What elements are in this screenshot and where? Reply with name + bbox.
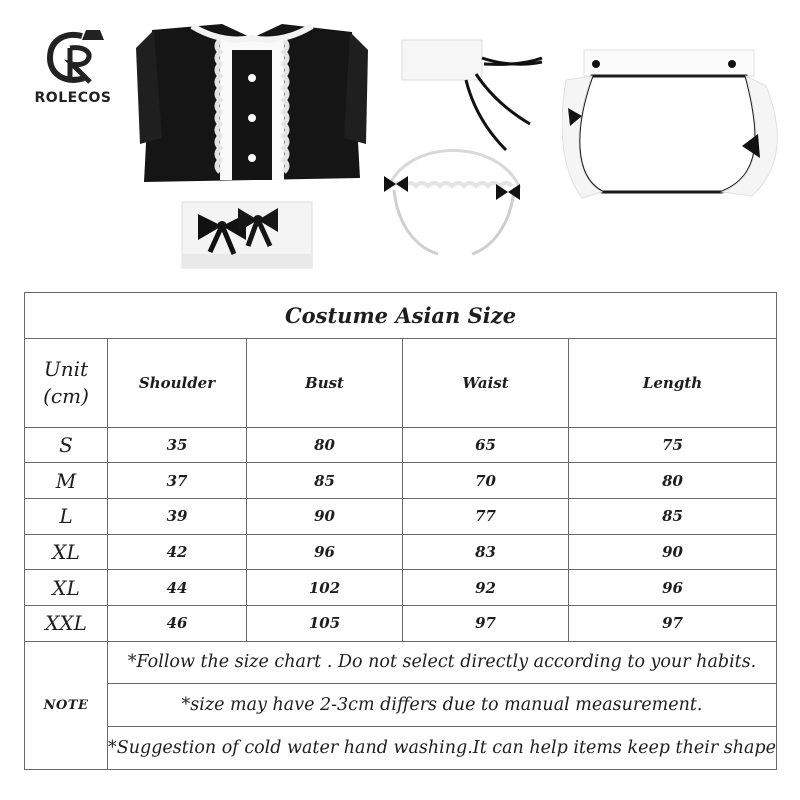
shoulder-value: 42 <box>108 534 247 570</box>
unit-cm-label: (cm) <box>43 383 89 408</box>
waist-value: 77 <box>403 498 569 534</box>
shoulder-value: 35 <box>108 427 247 463</box>
table-row <box>25 534 777 570</box>
length-value: 75 <box>569 427 777 463</box>
length-value: 90 <box>569 534 777 570</box>
shoulder-value: 39 <box>108 498 247 534</box>
note-label: NOTE <box>25 641 108 769</box>
column-header-shoulder: Shoulder <box>108 338 247 427</box>
waist-value: 92 <box>403 570 569 606</box>
table-row <box>25 605 777 641</box>
table-title: Costume Asian Size <box>25 293 777 339</box>
bust-value: 80 <box>247 427 403 463</box>
wrist-cuffs-image <box>178 196 318 274</box>
logo-monogram-icon <box>38 28 110 88</box>
bust-value: 90 <box>247 498 403 534</box>
bust-value: 85 <box>247 463 403 499</box>
waist-value: 97 <box>403 605 569 641</box>
bust-value: 105 <box>247 605 403 641</box>
column-header-bust: Bust <box>247 338 403 427</box>
table-row <box>25 463 777 499</box>
length-value: 80 <box>569 463 777 499</box>
size-label: L <box>25 498 108 534</box>
brand-logo <box>18 28 128 108</box>
size-chart-table <box>24 292 777 770</box>
unit-header <box>25 338 108 427</box>
waist-value: 65 <box>403 427 569 463</box>
apron-image <box>562 46 790 206</box>
waist-value: 70 <box>403 463 569 499</box>
column-header-length: Length <box>569 338 777 427</box>
unit-label: Unit <box>43 356 89 381</box>
note-measurement: *size may have 2-3cm differs due to manual measurement. <box>108 684 777 727</box>
length-value: 96 <box>569 570 777 606</box>
headband-image <box>378 128 530 258</box>
size-label: XL <box>25 570 108 606</box>
length-value: 85 <box>569 498 777 534</box>
note-washing: *Suggestion of cold water hand washing.It can help items keep their shape <box>108 727 777 770</box>
size-label: M <box>25 463 108 499</box>
size-label: XL <box>25 534 108 570</box>
product-photo <box>0 0 800 290</box>
table-row <box>25 427 777 463</box>
brand-name: ROLECOS <box>34 90 112 106</box>
bust-value: 96 <box>247 534 403 570</box>
size-label: S <box>25 427 108 463</box>
column-header-waist: Waist <box>403 338 569 427</box>
bust-value: 102 <box>247 570 403 606</box>
size-label: XXL <box>25 605 108 641</box>
waist-value: 83 <box>403 534 569 570</box>
note-size-chart: *Follow the size chart . Do not select directly according to your habits. <box>108 641 777 684</box>
shoulder-value: 44 <box>108 570 247 606</box>
table-row <box>25 498 777 534</box>
length-value: 97 <box>569 605 777 641</box>
maid-dress-image <box>132 18 372 188</box>
shoulder-value: 37 <box>108 463 247 499</box>
shoulder-value: 46 <box>108 605 247 641</box>
table-row <box>25 570 777 606</box>
